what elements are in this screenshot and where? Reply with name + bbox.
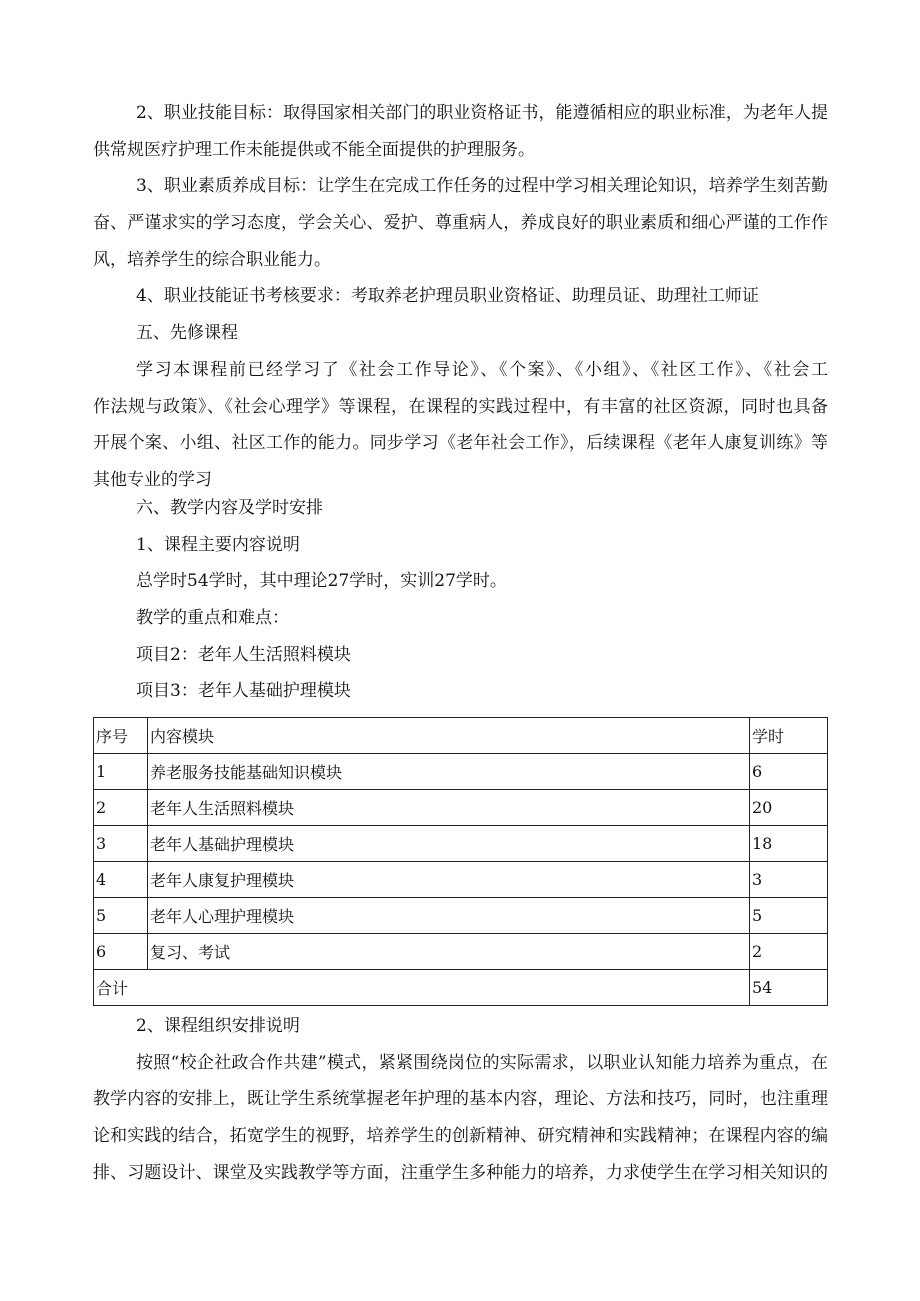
text-line: 2、课程组织安排说明 bbox=[136, 1016, 300, 1036]
hours: 20 bbox=[750, 790, 828, 826]
text-line: 教学内容的安排上，既让学生系统掌握老年护理的基本内容，理论、方法和技巧，同时，也注重理 bbox=[93, 1089, 828, 1110]
table-header-row bbox=[94, 718, 828, 754]
row-number: 2 bbox=[94, 790, 148, 826]
text-line: 学习本课程前已经学习了《社会工作导论》、《个案》、《小组》、《社区工作》、《社会工 bbox=[136, 359, 828, 380]
top-text bbox=[93, 95, 828, 499]
table-row bbox=[94, 826, 828, 862]
table-row bbox=[94, 754, 828, 790]
text-line: 1、课程主要内容说明 bbox=[136, 534, 300, 555]
text-line: 2、职业技能目标：取得国家相关部门的职业资格证书，能遵循相应的职业标准，为老年人提 bbox=[136, 103, 828, 123]
header-cell: 序号 bbox=[94, 718, 148, 754]
section-two-text bbox=[93, 1008, 828, 1191]
section-six-text bbox=[93, 490, 828, 710]
row-number: 5 bbox=[94, 898, 148, 934]
module-name: 老年人康复护理模块 bbox=[148, 862, 750, 898]
table-row bbox=[94, 898, 828, 934]
row-number: 4 bbox=[94, 862, 148, 898]
table-row bbox=[94, 790, 828, 826]
text-line: 排、习题设计、课堂及实践教学等方面，注重学生多种能力的培养，力求使学生在学习相关知识的 bbox=[93, 1162, 828, 1183]
total-hours: 54 bbox=[750, 970, 828, 1006]
header-cell: 学时 bbox=[750, 718, 828, 754]
row-number: 3 bbox=[94, 826, 148, 862]
hours: 3 bbox=[750, 862, 828, 898]
hours: 18 bbox=[750, 826, 828, 862]
hours: 2 bbox=[750, 934, 828, 970]
text-line: 五、先修课程 bbox=[136, 323, 238, 344]
total-label: 合计 bbox=[94, 970, 750, 1006]
text-line: 教学的重点和难点： bbox=[136, 608, 289, 629]
table-row bbox=[94, 862, 828, 898]
text-line: 4、职业技能证书考核要求：考取养老护理员职业资格证、助理员证、助理社工师证 bbox=[136, 286, 759, 307]
text-line: 开展个案、小组、社区工作的能力。同步学习《老年社会工作》，后续课程《老年人康复训练》等 bbox=[93, 433, 828, 454]
header-cell: 内容模块 bbox=[148, 718, 750, 754]
text-line: 六、教学内容及学时安排 bbox=[136, 498, 323, 518]
row-number: 1 bbox=[94, 754, 148, 790]
hours: 6 bbox=[750, 754, 828, 790]
text-line: 项目2：老年人生活照料模块 bbox=[136, 644, 351, 665]
text-line: 按照“校企社政合作共建”模式，紧紧围绕岗位的实际需求，以职业认知能力培养为重点，在 bbox=[136, 1052, 828, 1073]
module-name: 老年人生活照料模块 bbox=[148, 790, 750, 826]
text-line: 3、职业素质养成目标：让学生在完成工作任务的过程中学习相关理论知识，培养学生刻苦勤 bbox=[136, 176, 828, 197]
hours: 5 bbox=[750, 898, 828, 934]
text-line: 作法规与政策》、《社会心理学》等课程，在课程的实践过程中，有丰富的社区资源，同时也具备 bbox=[93, 396, 828, 417]
module-name: 复习、考试 bbox=[148, 934, 750, 970]
module-name: 老年人心理护理模块 bbox=[148, 898, 750, 934]
course-content-table bbox=[93, 717, 828, 1006]
row-number: 6 bbox=[94, 934, 148, 970]
text-line: 其他专业的学习 bbox=[93, 469, 212, 490]
text-line: 项目3：老年人基础护理模块 bbox=[136, 681, 351, 702]
text-line: 奋、严谨求实的学习态度，学会关心、爱护、尊重病人，养成良好的职业素质和细心严谨的工作作 bbox=[93, 213, 828, 234]
total-row bbox=[94, 970, 828, 1006]
module-name: 老年人基础护理模块 bbox=[148, 826, 750, 862]
text-line: 总学时54学时，其中理论27学时，实训27学时。 bbox=[136, 571, 507, 592]
table-row bbox=[94, 934, 828, 970]
text-line: 论和实践的结合，拓宽学生的视野，培养学生的创新精神、研究精神和实践精神；在课程内容的编 bbox=[93, 1126, 828, 1147]
text-line: 风，培养学生的综合职业能力。 bbox=[93, 249, 331, 270]
text-line: 供常规医疗护理工作未能提供或不能全面提供的护理服务。 bbox=[93, 139, 535, 160]
module-name: 养老服务技能基础知识模块 bbox=[148, 754, 750, 790]
